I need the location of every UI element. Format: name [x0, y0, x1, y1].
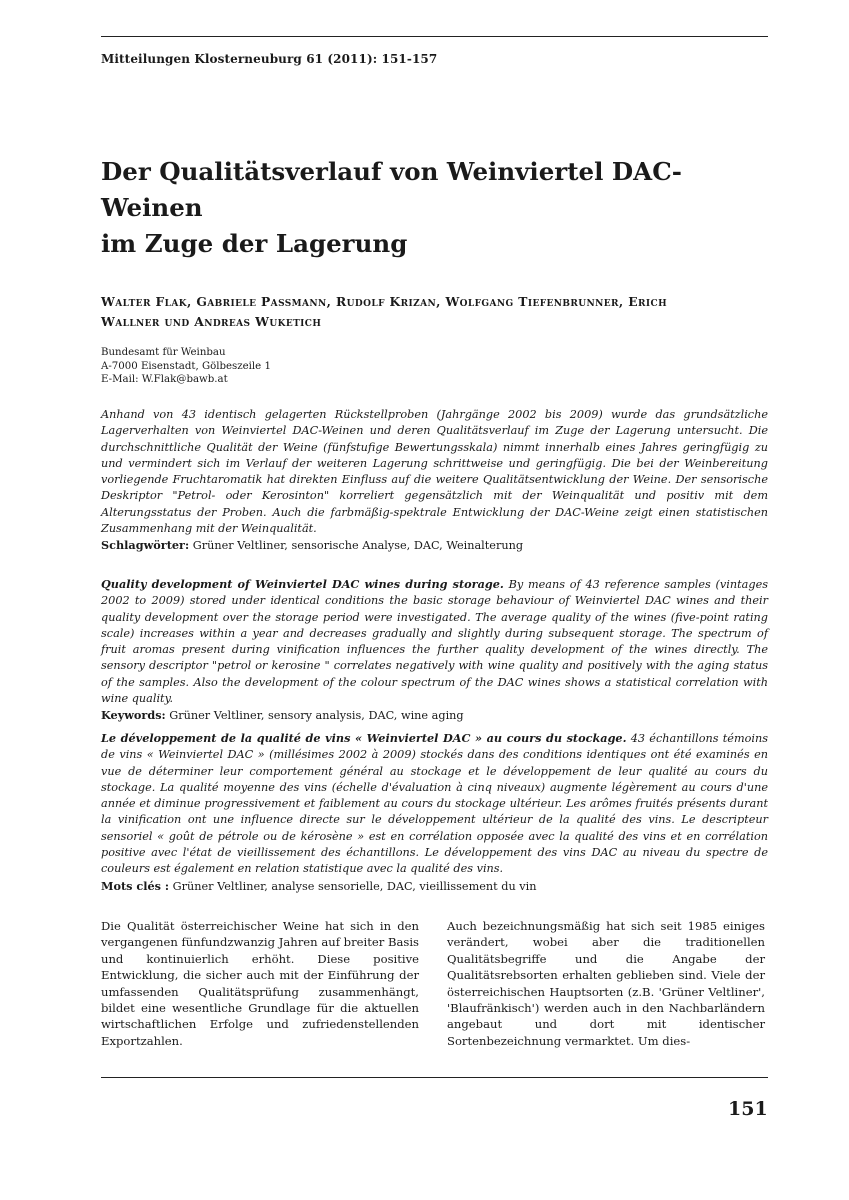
affiliation	[101, 346, 271, 387]
abstract-english-text: By means of 43 reference samples (vintages 2002 to 2009) stored under identical conditions the basic storage behaviour of Weinviertel DAC wines and their quality development over the storage period were investigated. The average quality of the wines (five-point rating scale) increases within a year and decreases gradually and slightly during subsequent storage. The spectrum of fruit aromas present during vinification influences the further quality development of the wines directly. The sensory descriptor "petrol or kerosine " correlates negatively with wine quality and positively with the aging status of the samples. Also the development of the colour spectrum of the DAC wines shows a statistical correlation with wine quality.	[101, 578, 768, 706]
keywords-french-label: Mots clés :	[101, 878, 170, 893]
keywords-german	[101, 539, 523, 552]
abstract-german-text: Anhand von 43 identisch gelagerten Rückstellproben (Jahrgänge 2002 bis 2009) wurde das grundsätzliche Lagerverhalten von Weinviertel DAC-Weinen und deren Qualitätsverlauf im Zuge der Lagerung untersucht. Die durchschnittliche Qualität der Weine (fünfstufige Bewertungsskala) nimmt innerhalb eines Jahres geringfügig zu und vermindert sich im Verlauf der weiteren Lagerung schrittweise und geringfügig. Die bei der Weinbereitung vorliegende Fruchtaromatik hat direkten Einfluss auf die weitere Qualitätsentwicklung der Weine. Der sensorische Deskriptor "Petrol- oder Kerosinton" korreliert gegensätzlich mit der Weinqualität und positiv mit dem Alterungsstatus der Proben. Auch die farbmäßig-spektrale Entwicklung der DAC-Weine zeigt einen statistischen Zusammenhang mit der Weinqualität.	[101, 408, 768, 536]
authors-line-2: Wallner und Andreas Wuketich	[101, 314, 322, 329]
keywords-german-label: Schlagwörter:	[101, 538, 190, 553]
abstract-french-text: 43 échantillons témoins de vins « Weinviertel DAC » (millésimes 2002 à 2009) stockés dans des conditions identiques ont été examinés en vue de déterminer leur comportement général au stockage et le développement de leur qualité au cours du stockage. La qualité moyenne des vins (échelle d'évaluation à cinq niveaux) augmente légèrement au cours d'une année et diminue progressivement et faiblement au cours du stockage ultérieur. Les arômes fruités présents durant la vinification ont une influence directe sur le développement ultérieur de la qualité des vins. Le descripteur sensoriel « goût de pétrole ou de kérosène » est en corrélation opposée avec la qualité des vins et en corrélation positive avec l'état de vieillissement des échantillons. Le développement des vins DAC au niveau du spectre de couleurs est également en relation statistique avec la qualité des vins.	[101, 732, 769, 876]
abstract-english-body	[101, 578, 768, 705]
abstract-french	[101, 730, 768, 895]
abstract-french-title: Le développement de la qualité de vins « Weinviertel DAC » au cours du stockage.	[101, 731, 627, 745]
author-list	[101, 292, 741, 332]
keywords-english-text: Grüner Veltliner, sensory analysis, DAC, wine aging	[169, 709, 464, 723]
keywords-english	[101, 709, 464, 722]
abstract-german	[101, 407, 768, 555]
affiliation-email: E-Mail: W.Flak@bawb.at	[101, 374, 228, 385]
affiliation-institution: Bundesamt für Weinbau	[101, 347, 226, 358]
abstract-english	[101, 576, 768, 725]
title-line-1: Der Qualitätsverlauf von Weinviertel DAC-Weinen	[101, 157, 682, 222]
body-column-left: Die Qualität österreichischer Weine hat sich in den vergangenen fünfundzwanzig Jahren auf breiter Basis und kontinuierlich erhöht. Diese positive Entwicklung, die sicher auch mit der Einführung der umfassenden Qualitätsprüfung zusammenhängt, bildet eine wesentliche Grundlage für die aktuellen wirtschaftlichen Erfolge und zufriedenstellenden Exportzahlen.	[101, 919, 419, 1048]
page-number: 151	[728, 1098, 768, 1120]
keywords-french	[101, 880, 536, 893]
keywords-german-text: Grüner Veltliner, sensorische Analyse, DAC, Weinalterung	[192, 539, 524, 553]
title-line-2: im Zuge der Lagerung	[101, 229, 408, 258]
journal-citation: Mitteilungen Klosterneuburg 61 (2011): 151-157	[101, 52, 438, 66]
abstract-french-body	[101, 732, 768, 875]
authors-line-1: Walter Flak, Gabriele Passmann, Rudolf Krizan, Wolfgang Tiefenbrunner, Erich	[101, 294, 668, 309]
footer-rule	[101, 1077, 768, 1078]
keywords-english-label: Keywords:	[101, 708, 166, 723]
keywords-french-text: Grüner Veltliner, analyse sensorielle, DAC, vieillissement du vin	[172, 879, 537, 893]
body-column-right: Auch bezeichnungsmäßig hat sich seit 1985 einiges verändert, wobei aber die traditionellen Qualitätsbegriffe und die Angabe der Qualitätsrebsorten erhalten geblieben sind. Viele der österreichischen Hauptsorten (z.B. 'Grüner Veltliner', 'Blaufränkisch') werden auch in den Nachbarländern angebaut und dort mit identischer Sortenbezeichnung vermarktet. Um dies-	[447, 919, 765, 1048]
header-rule	[101, 36, 768, 37]
abstract-english-title: Quality development of Weinviertel DAC wines during storage.	[101, 577, 504, 591]
article-title	[101, 154, 781, 262]
affiliation-address: A-7000 Eisenstadt, Gölbeszeile 1	[101, 360, 271, 372]
